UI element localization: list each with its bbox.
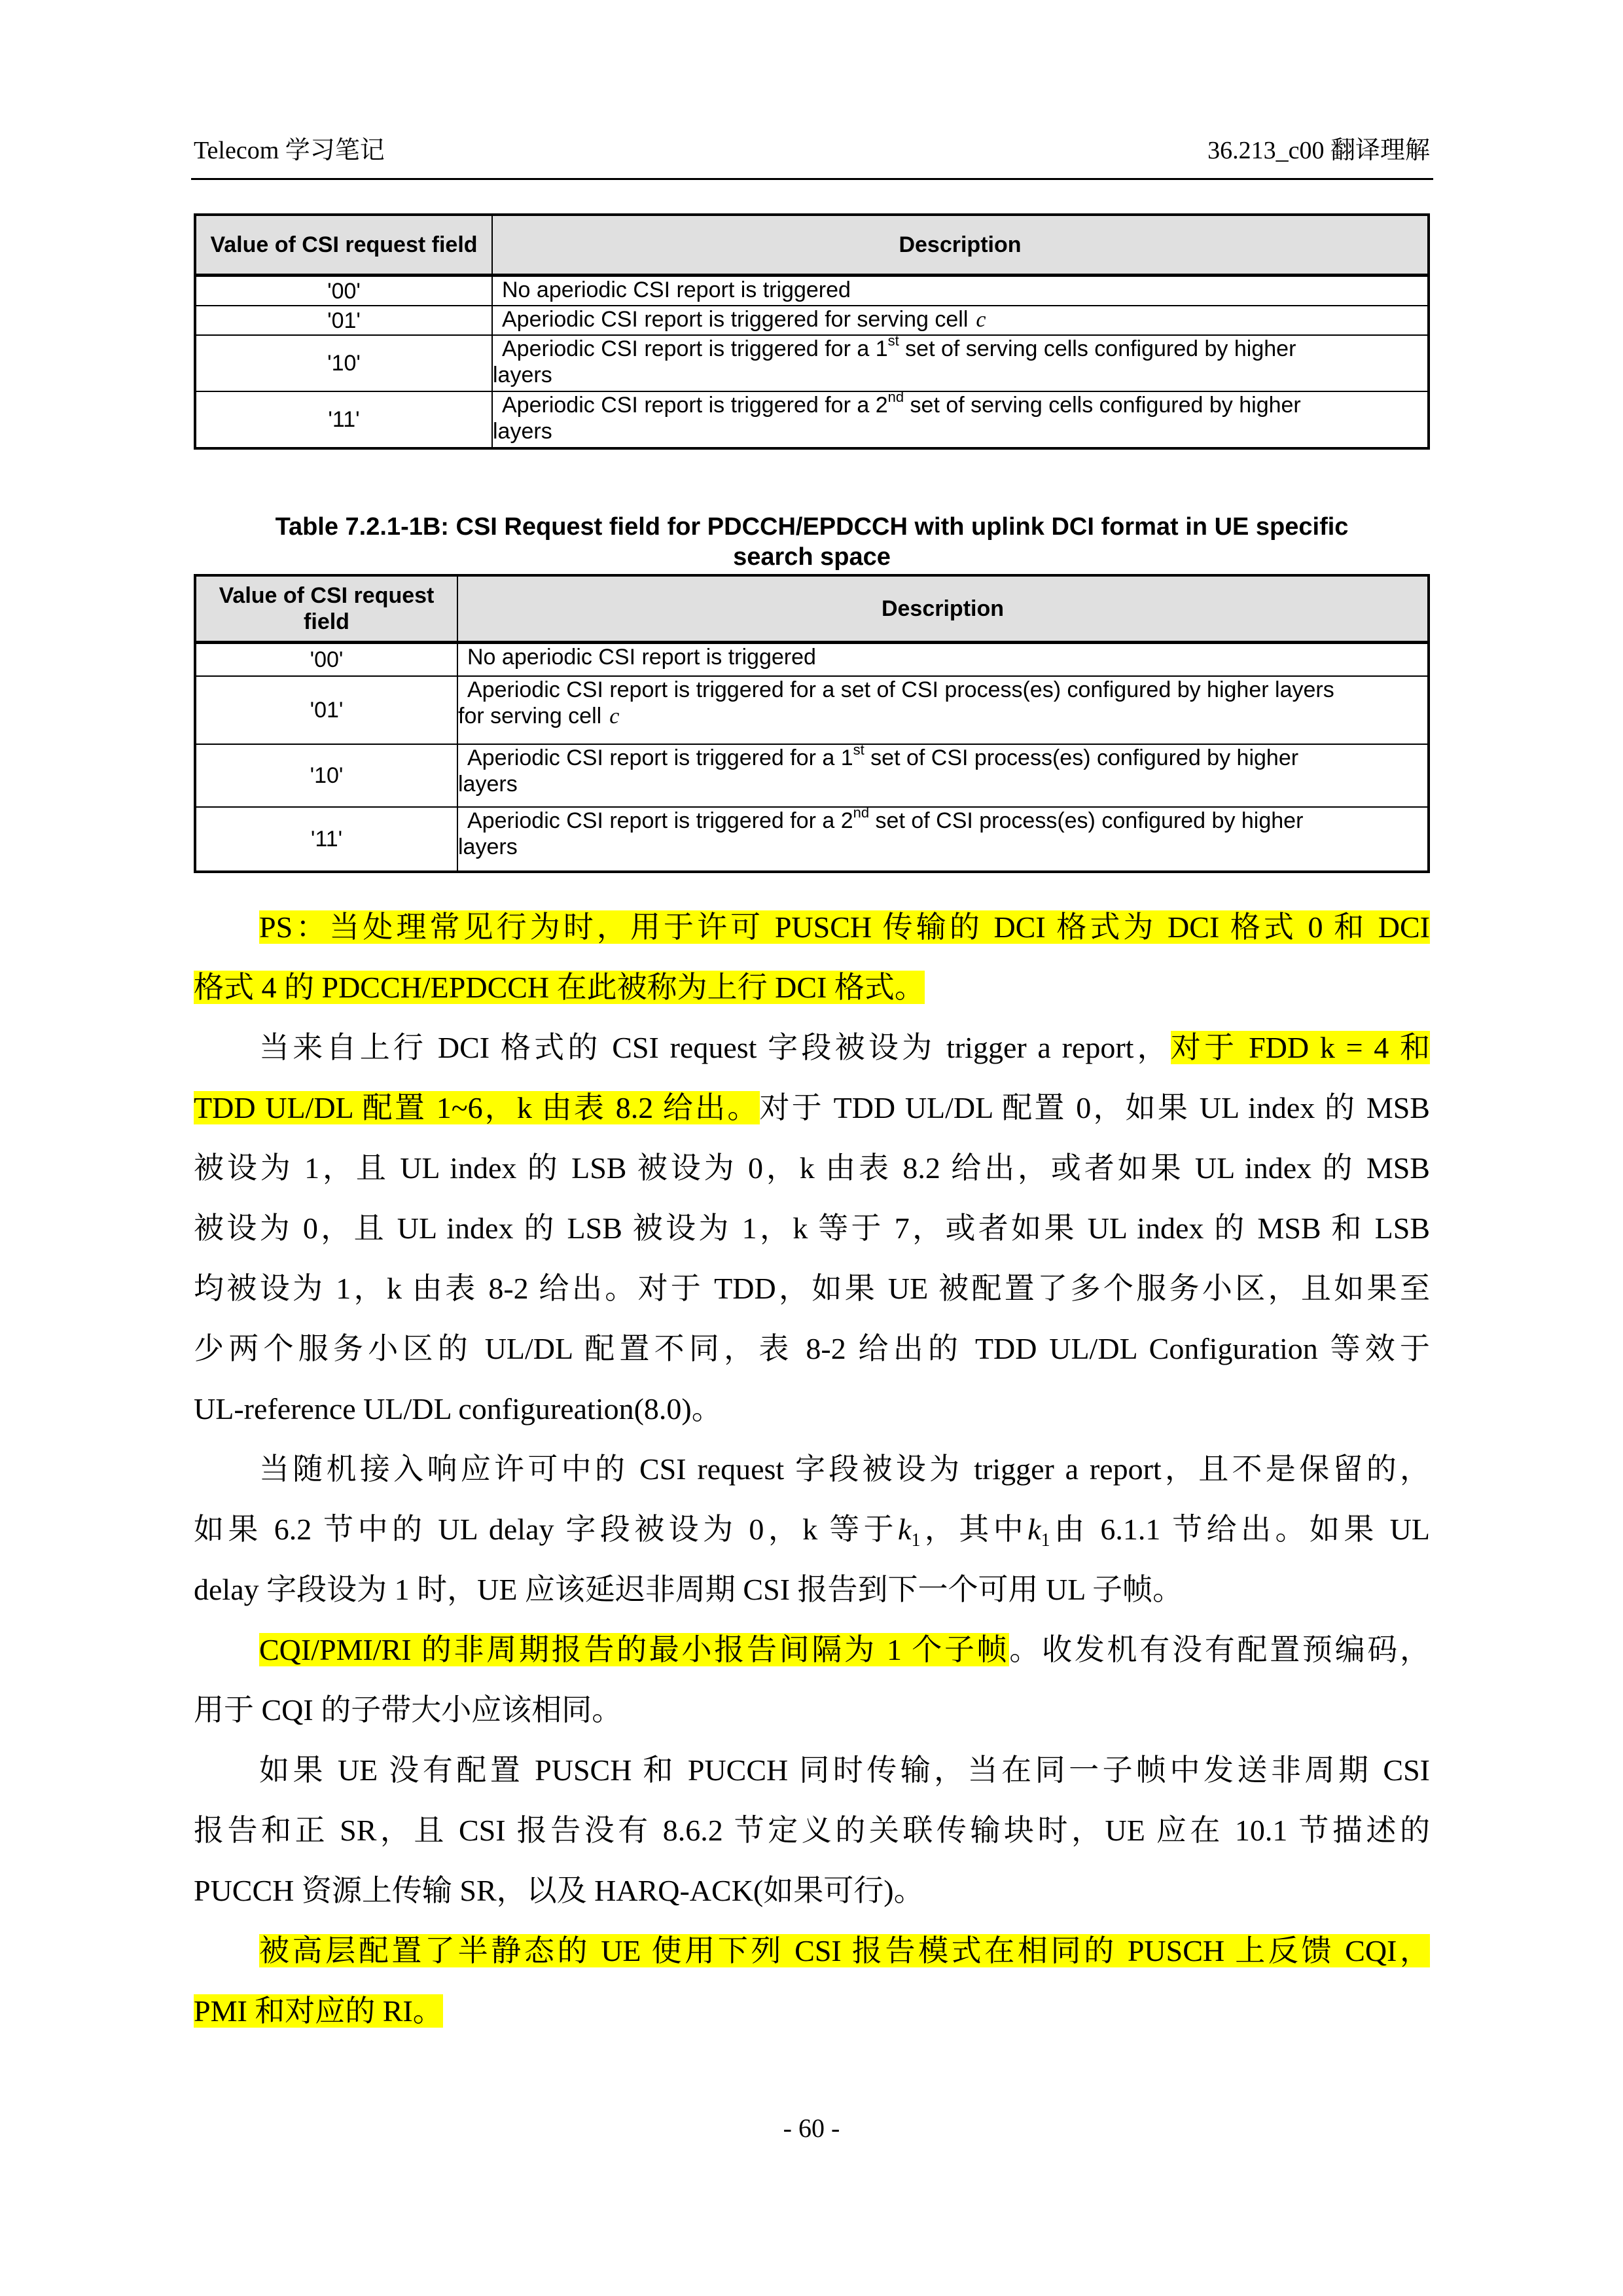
paragraph-line [194, 1078, 1430, 1138]
column-header-description: Description [492, 215, 1429, 276]
description-text: Aperiodic CSI report is triggered for a 2 [502, 393, 888, 418]
description-text: Aperiodic CSI report is triggered for serving cell [502, 307, 969, 332]
cell-value: '00' [195, 643, 457, 677]
paragraph-line: delay 字段设为 1 时，UE 应该延迟非周期 CSI 报告到下一个可用 UL 子帧。 [194, 1573, 1183, 1606]
description-text: No aperiodic CSI report is triggered [467, 645, 816, 670]
highlighted-text: 对于 FDD k = 4 和 [1170, 1031, 1430, 1064]
cell-value: '10' [195, 744, 457, 807]
highlighted-text: CQI/PMI/RI 的非周期报告的最小报告间隔为 1 个子帧 [259, 1633, 1010, 1666]
cell-description [457, 804, 1429, 872]
column-header-value: Value of CSI request field [195, 215, 492, 276]
cell-description [457, 643, 1429, 677]
text: 当来自上行 DCI 格式的 CSI request 字段被设为 trigger a report， [259, 1031, 1171, 1064]
description-text: set of CSI process(es) configured by higher [864, 745, 1299, 770]
cell-description [492, 306, 1429, 335]
text: 如果 6.2 节中的 UL delay 字段被设为 0，k 等于 [194, 1513, 899, 1546]
paragraph-line [194, 1620, 1430, 1680]
table-row [195, 335, 1429, 391]
cell-description [492, 332, 1429, 391]
cell-description [457, 741, 1429, 807]
paragraph-line: UL-reference UL/DL configureation(8.0)。 [194, 1392, 722, 1426]
highlighted-text: TDD UL/DL 配置 1~6，k 由表 8.2 给出。 [194, 1091, 760, 1124]
math-variable-k [898, 1513, 921, 1551]
caption-line: Table 7.2.1-1B: CSI Request field for PDCCH/EPDCCH with uplink DCI format in UE specific [275, 513, 1349, 541]
cell-value: '00' [195, 276, 492, 306]
description-wrap: for serving cell [458, 704, 602, 728]
paragraph-line: 少两个服务小区的 UL/DL 配置不同，表 8-2 给出的 TDD UL/DL Configuration 等效于 [194, 1332, 1430, 1365]
description-text: Aperiodic CSI report is triggered for a 1 [467, 745, 853, 770]
ordinal-suffix: st [887, 332, 899, 349]
paragraph-line [194, 1018, 1430, 1078]
table-row [195, 276, 1429, 306]
paragraph-line: 被设为 1，且 UL index 的 LSB 被设为 0，k 由表 8.2 给出，或者如果 UL index 的 MSB [194, 1151, 1430, 1185]
paragraph-line: 被设为 0，且 UL index 的 LSB 被设为 1，k 等于 7，或者如果 UL index 的 MSB 和 LSB [194, 1211, 1430, 1245]
cell-value: '11' [195, 391, 492, 448]
paragraph-line: 如果 UE 没有配置 PUSCH 和 PUCCH 同时传输，当在同一子帧中发送非周期 CSI [259, 1753, 1430, 1787]
paragraph-line [194, 897, 1430, 958]
description-wrap: layers [493, 363, 552, 387]
paragraph-line [194, 1921, 1430, 1981]
column-header-value: Value of CSI request field [195, 575, 457, 643]
table-row [195, 391, 1429, 448]
math-variable: c [609, 704, 620, 728]
paragraph-line: PUCCH 资源上传输 SR，以及 HARQ-ACK(如果可行)。 [194, 1874, 924, 1907]
ordinal-suffix: st [853, 741, 865, 758]
running-header-right: 36.213_c00 翻译理解 [1207, 137, 1430, 164]
k-symbol: k [1027, 1513, 1041, 1546]
highlighted-text: 格式 4 的 PDCCH/EPDCCH 在此被称为上行 DCI 格式。 [194, 971, 925, 1004]
running-header-left: Telecom 学习笔记 [194, 137, 385, 164]
table-row [195, 744, 1429, 807]
table-header-row [195, 575, 1429, 643]
text: 由 6.1.1 节给出。如果 UL [1050, 1513, 1430, 1546]
description-text: Aperiodic CSI report is triggered for a 2 [467, 808, 853, 833]
k-symbol: k [898, 1513, 912, 1546]
description-text: set of CSI process(es) configured by higher [869, 808, 1304, 833]
text: 对于 TDD UL/DL 配置 0，如果 UL index 的 MSB [759, 1091, 1430, 1124]
column-header-description: Description [457, 575, 1429, 643]
paragraph-line: 当随机接入响应许可中的 CSI request 字段被设为 trigger a report，且不是保留的， [259, 1452, 1430, 1486]
paragraph-line [194, 1981, 1430, 2041]
description-text: No aperiodic CSI report is triggered [502, 278, 851, 302]
description-wrap: layers [458, 772, 518, 797]
math-variable-k [1027, 1513, 1050, 1551]
header-divider [191, 178, 1433, 180]
table-row [195, 643, 1429, 677]
description-text: set of serving cells configured by higher [899, 336, 1296, 361]
paragraph-line: 均被设为 1，k 由表 8-2 给出。对于 TDD，如果 UE 被配置了多个服务小区，且如果至 [194, 1272, 1430, 1305]
description-text: set of serving cells configured by higher [904, 393, 1301, 418]
table-caption [194, 512, 1430, 572]
description-text: Aperiodic CSI report is triggered for a 1 [502, 336, 888, 361]
description-wrap: layers [493, 419, 552, 444]
cell-description [457, 676, 1429, 744]
ordinal-suffix: nd [887, 388, 904, 405]
page-number: - 60 - [783, 2113, 840, 2143]
k-subscript: 1 [1041, 1530, 1050, 1551]
description-text: Aperiodic CSI report is triggered for a set of CSI process(es) configured by higher layers [467, 677, 1334, 702]
highlighted-text: PS：当处理常见行为时，用于许可 PUSCH 传输的 DCI 格式为 DCI 格式 0 和 DCI [259, 910, 1430, 944]
cell-description [492, 276, 1429, 306]
text: 。收发机有没有配置预编码， [1009, 1633, 1430, 1666]
table-row [195, 807, 1429, 872]
highlighted-text: PMI 和对应的 RI。 [194, 1994, 443, 2028]
cell-value: '01' [195, 306, 492, 335]
csi-request-table-1 [194, 213, 1430, 450]
description-wrap: layers [458, 834, 518, 859]
text: ，其中 [920, 1513, 1028, 1546]
highlighted-text: 被高层配置了半静态的 UE 使用下列 CSI 报告模式在相同的 PUSCH 上反馈 CQI， [259, 1934, 1430, 1967]
math-variable: c [976, 308, 986, 332]
body-text [194, 897, 1430, 2041]
paragraph-line: 报告和正 SR，且 CSI 报告没有 8.6.2 节定义的关联传输块时，UE 应在 10.1 节描述的 [194, 1814, 1430, 1847]
paragraph-line: 用于 CQI 的子带大小应该相同。 [194, 1693, 622, 1727]
k-subscript: 1 [911, 1530, 921, 1551]
cell-description [492, 388, 1429, 448]
table-row [195, 676, 1429, 744]
ordinal-suffix: nd [853, 804, 870, 821]
cell-value: '10' [195, 335, 492, 391]
table-header-row [195, 215, 1429, 276]
csi-request-table-2 [194, 574, 1430, 873]
cell-value: '11' [195, 807, 457, 872]
table-row [195, 306, 1429, 335]
paragraph-line [194, 1499, 1430, 1560]
paragraph-line [194, 958, 1430, 1018]
caption-line: search space [733, 543, 891, 571]
cell-value: '01' [195, 676, 457, 744]
